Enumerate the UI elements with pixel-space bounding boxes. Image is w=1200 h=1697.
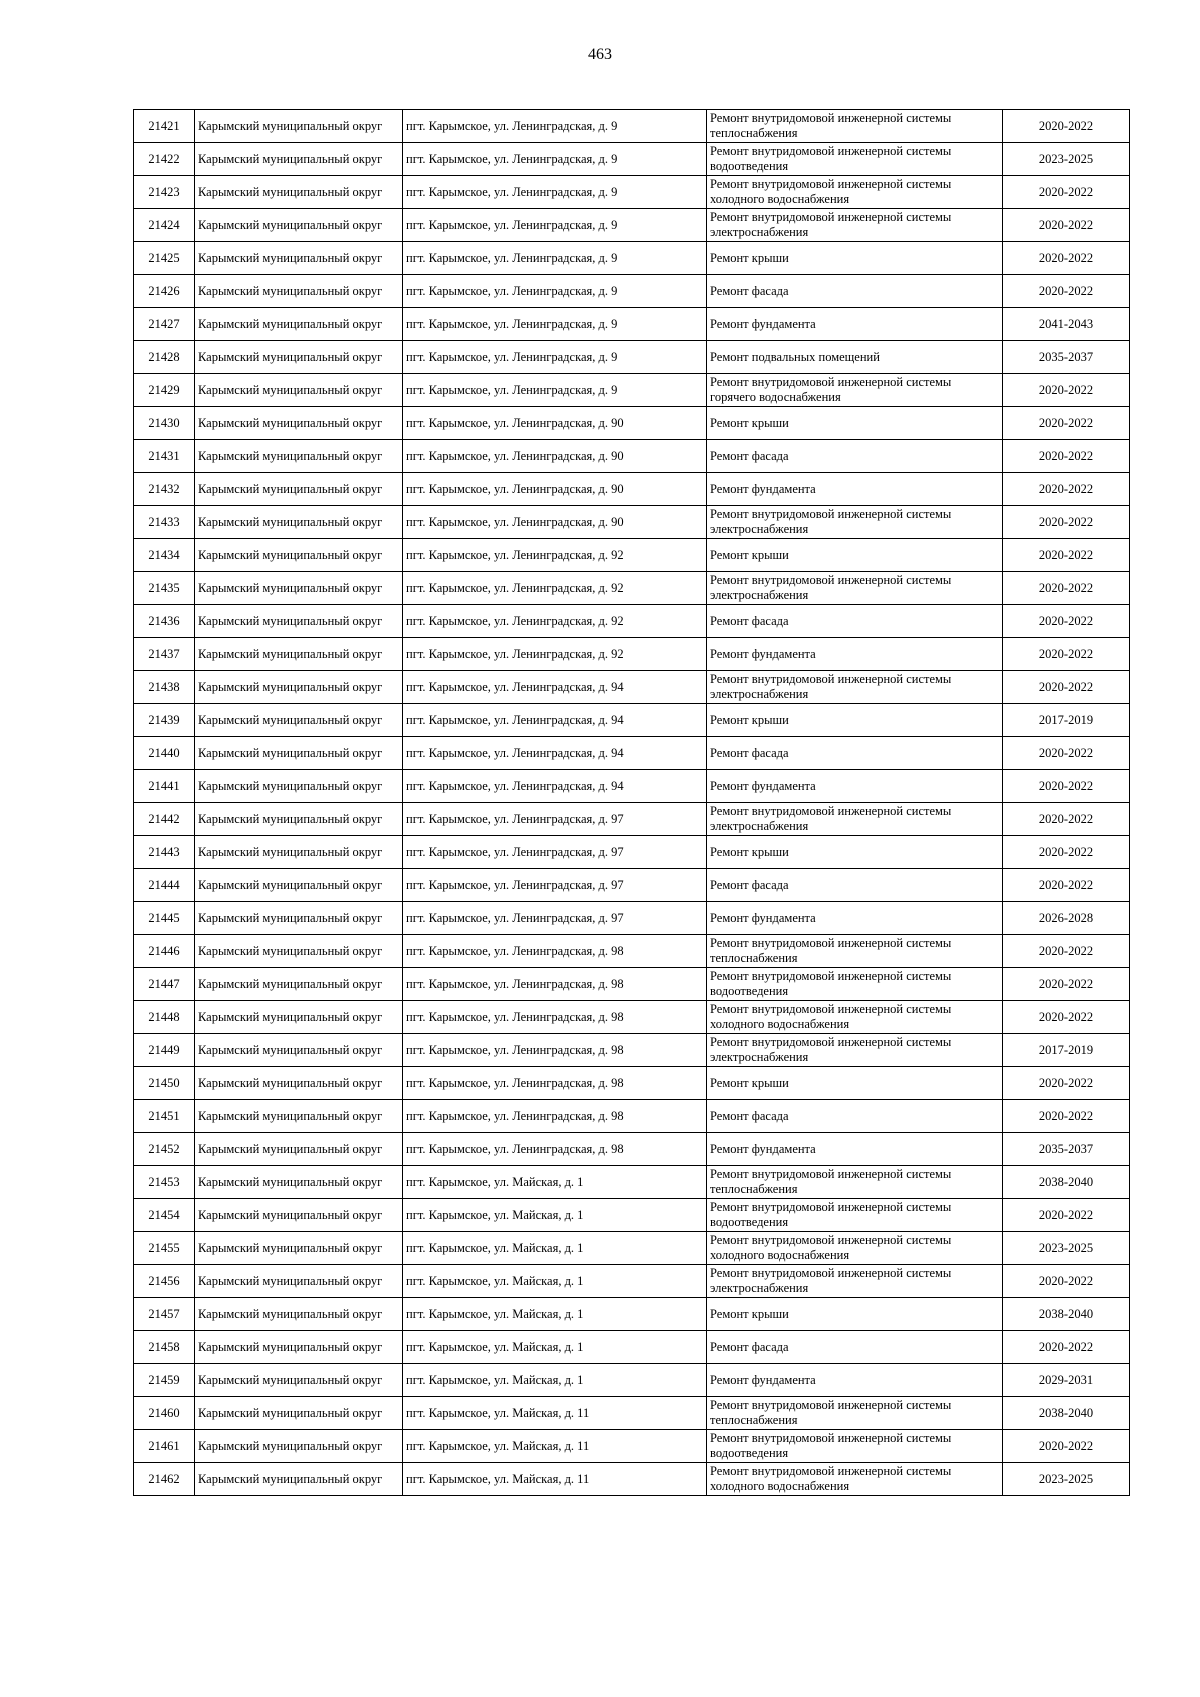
row-number-cell: 21437 <box>134 638 195 671</box>
municipality-cell: Карымский муниципальный округ <box>195 1100 403 1133</box>
row-number-cell: 21424 <box>134 209 195 242</box>
table-row <box>134 1232 1130 1265</box>
work-type-cell: Ремонт фундамента <box>707 308 1003 341</box>
municipality-cell: Карымский муниципальный округ <box>195 737 403 770</box>
table-row <box>134 803 1130 836</box>
address-cell: пгт. Карымское, ул. Ленинградская, д. 9 <box>403 341 707 374</box>
work-type-cell: Ремонт фундамента <box>707 1133 1003 1166</box>
period-cell: 2020-2022 <box>1003 1001 1130 1034</box>
work-type-cell: Ремонт фасада <box>707 440 1003 473</box>
table-row <box>134 638 1130 671</box>
row-number-cell: 21431 <box>134 440 195 473</box>
period-cell: 2023-2025 <box>1003 1232 1130 1265</box>
address-cell: пгт. Карымское, ул. Ленинградская, д. 94 <box>403 737 707 770</box>
municipality-cell: Карымский муниципальный округ <box>195 1397 403 1430</box>
municipality-cell: Карымский муниципальный округ <box>195 1232 403 1265</box>
row-number-cell: 21458 <box>134 1331 195 1364</box>
municipality-cell: Карымский муниципальный округ <box>195 1265 403 1298</box>
work-type-cell: Ремонт крыши <box>707 539 1003 572</box>
table-row <box>134 1067 1130 1100</box>
row-number-cell: 21430 <box>134 407 195 440</box>
municipality-cell: Карымский муниципальный округ <box>195 572 403 605</box>
table-body <box>134 110 1130 1496</box>
work-type-cell: Ремонт крыши <box>707 836 1003 869</box>
row-number-cell: 21429 <box>134 374 195 407</box>
address-cell: пгт. Карымское, ул. Ленинградская, д. 97 <box>403 902 707 935</box>
period-cell: 2026-2028 <box>1003 902 1130 935</box>
municipality-cell: Карымский муниципальный округ <box>195 902 403 935</box>
address-cell: пгт. Карымское, ул. Ленинградская, д. 94 <box>403 704 707 737</box>
work-type-cell: Ремонт внутридомовой инженерной системы теплоснабжения <box>707 1166 1003 1199</box>
work-type-cell: Ремонт внутридомовой инженерной системы теплоснабжения <box>707 1397 1003 1430</box>
row-number-cell: 21421 <box>134 110 195 143</box>
period-cell: 2020-2022 <box>1003 968 1130 1001</box>
municipality-cell: Карымский муниципальный округ <box>195 110 403 143</box>
municipality-cell: Карымский муниципальный округ <box>195 935 403 968</box>
table-row <box>134 1430 1130 1463</box>
municipality-cell: Карымский муниципальный округ <box>195 242 403 275</box>
period-cell: 2020-2022 <box>1003 935 1130 968</box>
period-cell: 2020-2022 <box>1003 572 1130 605</box>
period-cell: 2020-2022 <box>1003 374 1130 407</box>
table-row <box>134 1463 1130 1496</box>
address-cell: пгт. Карымское, ул. Майская, д. 1 <box>403 1166 707 1199</box>
work-type-cell: Ремонт внутридомовой инженерной системы электроснабжения <box>707 1034 1003 1067</box>
period-cell: 2020-2022 <box>1003 1067 1130 1100</box>
work-type-cell: Ремонт фундамента <box>707 902 1003 935</box>
address-cell: пгт. Карымское, ул. Ленинградская, д. 90 <box>403 440 707 473</box>
municipality-cell: Карымский муниципальный округ <box>195 407 403 440</box>
period-cell: 2020-2022 <box>1003 671 1130 704</box>
row-number-cell: 21433 <box>134 506 195 539</box>
table-row <box>134 902 1130 935</box>
municipality-cell: Карымский муниципальный округ <box>195 176 403 209</box>
row-number-cell: 21455 <box>134 1232 195 1265</box>
table-row <box>134 671 1130 704</box>
address-cell: пгт. Карымское, ул. Ленинградская, д. 98 <box>403 1001 707 1034</box>
work-type-cell: Ремонт внутридомовой инженерной системы водоотведения <box>707 1430 1003 1463</box>
row-number-cell: 21460 <box>134 1397 195 1430</box>
municipality-cell: Карымский муниципальный округ <box>195 770 403 803</box>
address-cell: пгт. Карымское, ул. Ленинградская, д. 92 <box>403 572 707 605</box>
work-type-cell: Ремонт крыши <box>707 242 1003 275</box>
municipality-cell: Карымский муниципальный округ <box>195 1034 403 1067</box>
period-cell: 2038-2040 <box>1003 1166 1130 1199</box>
row-number-cell: 21446 <box>134 935 195 968</box>
address-cell: пгт. Карымское, ул. Ленинградская, д. 98 <box>403 968 707 1001</box>
municipality-cell: Карымский муниципальный округ <box>195 1331 403 1364</box>
row-number-cell: 21428 <box>134 341 195 374</box>
address-cell: пгт. Карымское, ул. Майская, д. 1 <box>403 1364 707 1397</box>
period-cell: 2020-2022 <box>1003 605 1130 638</box>
row-number-cell: 21452 <box>134 1133 195 1166</box>
municipality-cell: Карымский муниципальный округ <box>195 1166 403 1199</box>
row-number-cell: 21444 <box>134 869 195 902</box>
work-type-cell: Ремонт внутридомовой инженерной системы водоотведения <box>707 968 1003 1001</box>
work-type-cell: Ремонт внутридомовой инженерной системы водоотведения <box>707 1199 1003 1232</box>
municipality-cell: Карымский муниципальный округ <box>195 539 403 572</box>
table-row <box>134 407 1130 440</box>
address-cell: пгт. Карымское, ул. Ленинградская, д. 90 <box>403 407 707 440</box>
table-row <box>134 308 1130 341</box>
table-row <box>134 1133 1130 1166</box>
work-type-cell: Ремонт крыши <box>707 704 1003 737</box>
table-row <box>134 1364 1130 1397</box>
table-row <box>134 506 1130 539</box>
municipality-cell: Карымский муниципальный округ <box>195 1001 403 1034</box>
row-number-cell: 21451 <box>134 1100 195 1133</box>
work-type-cell: Ремонт фундамента <box>707 1364 1003 1397</box>
period-cell: 2020-2022 <box>1003 836 1130 869</box>
table-row <box>134 242 1130 275</box>
address-cell: пгт. Карымское, ул. Ленинградская, д. 98 <box>403 1100 707 1133</box>
municipality-cell: Карымский муниципальный округ <box>195 440 403 473</box>
page-number: 463 <box>588 46 612 63</box>
table-row <box>134 1166 1130 1199</box>
row-number-cell: 21456 <box>134 1265 195 1298</box>
period-cell: 2023-2025 <box>1003 1463 1130 1496</box>
address-cell: пгт. Карымское, ул. Ленинградская, д. 98 <box>403 935 707 968</box>
row-number-cell: 21432 <box>134 473 195 506</box>
address-cell: пгт. Карымское, ул. Ленинградская, д. 92 <box>403 539 707 572</box>
work-type-cell: Ремонт внутридомовой инженерной системы электроснабжения <box>707 572 1003 605</box>
row-number-cell: 21443 <box>134 836 195 869</box>
work-type-cell: Ремонт внутридомовой инженерной системы холодного водоснабжения <box>707 176 1003 209</box>
municipality-cell: Карымский муниципальный округ <box>195 506 403 539</box>
address-cell: пгт. Карымское, ул. Майская, д. 1 <box>403 1199 707 1232</box>
address-cell: пгт. Карымское, ул. Майская, д. 1 <box>403 1331 707 1364</box>
row-number-cell: 21447 <box>134 968 195 1001</box>
municipality-cell: Карымский муниципальный округ <box>195 968 403 1001</box>
municipality-cell: Карымский муниципальный округ <box>195 209 403 242</box>
work-type-cell: Ремонт фасада <box>707 1331 1003 1364</box>
address-cell: пгт. Карымское, ул. Майская, д. 1 <box>403 1232 707 1265</box>
period-cell: 2020-2022 <box>1003 1265 1130 1298</box>
row-number-cell: 21459 <box>134 1364 195 1397</box>
period-cell: 2038-2040 <box>1003 1298 1130 1331</box>
address-cell: пгт. Карымское, ул. Ленинградская, д. 98 <box>403 1067 707 1100</box>
row-number-cell: 21439 <box>134 704 195 737</box>
work-type-cell: Ремонт внутридомовой инженерной системы холодного водоснабжения <box>707 1463 1003 1496</box>
table-row <box>134 473 1130 506</box>
capital-repair-table <box>133 109 1130 1496</box>
period-cell: 2020-2022 <box>1003 869 1130 902</box>
table-row <box>134 1265 1130 1298</box>
municipality-cell: Карымский муниципальный округ <box>195 704 403 737</box>
period-cell: 2023-2025 <box>1003 143 1130 176</box>
municipality-cell: Карымский муниципальный округ <box>195 1364 403 1397</box>
row-number-cell: 21448 <box>134 1001 195 1034</box>
work-type-cell: Ремонт внутридомовой инженерной системы горячего водоснабжения <box>707 374 1003 407</box>
period-cell: 2020-2022 <box>1003 1199 1130 1232</box>
municipality-cell: Карымский муниципальный округ <box>195 341 403 374</box>
row-number-cell: 21426 <box>134 275 195 308</box>
municipality-cell: Карымский муниципальный округ <box>195 1463 403 1496</box>
work-type-cell: Ремонт внутридомовой инженерной системы холодного водоснабжения <box>707 1001 1003 1034</box>
period-cell: 2020-2022 <box>1003 407 1130 440</box>
address-cell: пгт. Карымское, ул. Ленинградская, д. 98 <box>403 1034 707 1067</box>
period-cell: 2029-2031 <box>1003 1364 1130 1397</box>
address-cell: пгт. Карымское, ул. Майская, д. 11 <box>403 1397 707 1430</box>
row-number-cell: 21461 <box>134 1430 195 1463</box>
period-cell: 2020-2022 <box>1003 209 1130 242</box>
municipality-cell: Карымский муниципальный округ <box>195 803 403 836</box>
address-cell: пгт. Карымское, ул. Ленинградская, д. 90 <box>403 473 707 506</box>
period-cell: 2020-2022 <box>1003 638 1130 671</box>
address-cell: пгт. Карымское, ул. Майская, д. 11 <box>403 1463 707 1496</box>
period-cell: 2020-2022 <box>1003 1100 1130 1133</box>
municipality-cell: Карымский муниципальный округ <box>195 869 403 902</box>
municipality-cell: Карымский муниципальный округ <box>195 374 403 407</box>
period-cell: 2020-2022 <box>1003 242 1130 275</box>
row-number-cell: 21454 <box>134 1199 195 1232</box>
municipality-cell: Карымский муниципальный округ <box>195 308 403 341</box>
period-cell: 2035-2037 <box>1003 1133 1130 1166</box>
table-row <box>134 869 1130 902</box>
table-row <box>134 836 1130 869</box>
work-type-cell: Ремонт фасада <box>707 1100 1003 1133</box>
work-type-cell: Ремонт внутридомовой инженерной системы электроснабжения <box>707 803 1003 836</box>
period-cell: 2035-2037 <box>1003 341 1130 374</box>
address-cell: пгт. Карымское, ул. Ленинградская, д. 97 <box>403 803 707 836</box>
address-cell: пгт. Карымское, ул. Ленинградская, д. 97 <box>403 869 707 902</box>
row-number-cell: 21425 <box>134 242 195 275</box>
address-cell: пгт. Карымское, ул. Ленинградская, д. 94 <box>403 770 707 803</box>
table-row <box>134 1397 1130 1430</box>
table-row <box>134 737 1130 770</box>
row-number-cell: 21434 <box>134 539 195 572</box>
row-number-cell: 21449 <box>134 1034 195 1067</box>
municipality-cell: Карымский муниципальный округ <box>195 1067 403 1100</box>
table-row <box>134 143 1130 176</box>
work-type-cell: Ремонт внутридомовой инженерной системы теплоснабжения <box>707 935 1003 968</box>
work-type-cell: Ремонт фундамента <box>707 770 1003 803</box>
address-cell: пгт. Карымское, ул. Майская, д. 1 <box>403 1298 707 1331</box>
municipality-cell: Карымский муниципальный округ <box>195 275 403 308</box>
work-type-cell: Ремонт фундамента <box>707 638 1003 671</box>
work-type-cell: Ремонт фасада <box>707 275 1003 308</box>
period-cell: 2020-2022 <box>1003 737 1130 770</box>
municipality-cell: Карымский муниципальный округ <box>195 671 403 704</box>
table-row <box>134 770 1130 803</box>
address-cell: пгт. Карымское, ул. Ленинградская, д. 98 <box>403 1133 707 1166</box>
address-cell: пгт. Карымское, ул. Майская, д. 1 <box>403 1265 707 1298</box>
row-number-cell: 21422 <box>134 143 195 176</box>
table-row <box>134 539 1130 572</box>
table-row <box>134 1199 1130 1232</box>
address-cell: пгт. Карымское, ул. Ленинградская, д. 9 <box>403 209 707 242</box>
work-type-cell: Ремонт фасада <box>707 737 1003 770</box>
table-row <box>134 605 1130 638</box>
row-number-cell: 21462 <box>134 1463 195 1496</box>
row-number-cell: 21450 <box>134 1067 195 1100</box>
work-type-cell: Ремонт внутридомовой инженерной системы электроснабжения <box>707 1265 1003 1298</box>
table-row <box>134 209 1130 242</box>
municipality-cell: Карымский муниципальный округ <box>195 605 403 638</box>
table-row <box>134 1100 1130 1133</box>
address-cell: пгт. Карымское, ул. Майская, д. 11 <box>403 1430 707 1463</box>
address-cell: пгт. Карымское, ул. Ленинградская, д. 90 <box>403 506 707 539</box>
municipality-cell: Карымский муниципальный округ <box>195 1133 403 1166</box>
period-cell: 2020-2022 <box>1003 473 1130 506</box>
period-cell: 2020-2022 <box>1003 275 1130 308</box>
period-cell: 2017-2019 <box>1003 1034 1130 1067</box>
table-row <box>134 935 1130 968</box>
work-type-cell: Ремонт подвальных помещений <box>707 341 1003 374</box>
work-type-cell: Ремонт фундамента <box>707 473 1003 506</box>
address-cell: пгт. Карымское, ул. Ленинградская, д. 9 <box>403 143 707 176</box>
row-number-cell: 21457 <box>134 1298 195 1331</box>
address-cell: пгт. Карымское, ул. Ленинградская, д. 9 <box>403 374 707 407</box>
address-cell: пгт. Карымское, ул. Ленинградская, д. 9 <box>403 242 707 275</box>
municipality-cell: Карымский муниципальный округ <box>195 1199 403 1232</box>
row-number-cell: 21438 <box>134 671 195 704</box>
work-type-cell: Ремонт крыши <box>707 1067 1003 1100</box>
row-number-cell: 21440 <box>134 737 195 770</box>
municipality-cell: Карымский муниципальный округ <box>195 1430 403 1463</box>
work-type-cell: Ремонт фасада <box>707 869 1003 902</box>
period-cell: 2020-2022 <box>1003 770 1130 803</box>
address-cell: пгт. Карымское, ул. Ленинградская, д. 92 <box>403 605 707 638</box>
table-row <box>134 968 1130 1001</box>
municipality-cell: Карымский муниципальный округ <box>195 1298 403 1331</box>
table-row <box>134 1331 1130 1364</box>
period-cell: 2041-2043 <box>1003 308 1130 341</box>
table-row <box>134 110 1130 143</box>
work-type-cell: Ремонт крыши <box>707 1298 1003 1331</box>
table-row <box>134 704 1130 737</box>
table-row <box>134 1001 1130 1034</box>
table-row <box>134 572 1130 605</box>
row-number-cell: 21445 <box>134 902 195 935</box>
work-type-cell: Ремонт внутридомовой инженерной системы электроснабжения <box>707 506 1003 539</box>
work-type-cell: Ремонт фасада <box>707 605 1003 638</box>
municipality-cell: Карымский муниципальный округ <box>195 638 403 671</box>
table-row <box>134 1034 1130 1067</box>
municipality-cell: Карымский муниципальный округ <box>195 836 403 869</box>
table-row <box>134 1298 1130 1331</box>
address-cell: пгт. Карымское, ул. Ленинградская, д. 9 <box>403 176 707 209</box>
period-cell: 2020-2022 <box>1003 506 1130 539</box>
row-number-cell: 21435 <box>134 572 195 605</box>
municipality-cell: Карымский муниципальный округ <box>195 473 403 506</box>
work-type-cell: Ремонт внутридомовой инженерной системы электроснабжения <box>707 209 1003 242</box>
period-cell: 2017-2019 <box>1003 704 1130 737</box>
period-cell: 2020-2022 <box>1003 176 1130 209</box>
address-cell: пгт. Карымское, ул. Ленинградская, д. 9 <box>403 275 707 308</box>
work-type-cell: Ремонт внутридомовой инженерной системы электроснабжения <box>707 671 1003 704</box>
period-cell: 2038-2040 <box>1003 1397 1130 1430</box>
address-cell: пгт. Карымское, ул. Ленинградская, д. 9 <box>403 308 707 341</box>
table-row <box>134 374 1130 407</box>
address-cell: пгт. Карымское, ул. Ленинградская, д. 97 <box>403 836 707 869</box>
row-number-cell: 21453 <box>134 1166 195 1199</box>
period-cell: 2020-2022 <box>1003 440 1130 473</box>
period-cell: 2020-2022 <box>1003 110 1130 143</box>
table-row <box>134 275 1130 308</box>
address-cell: пгт. Карымское, ул. Ленинградская, д. 9 <box>403 110 707 143</box>
address-cell: пгт. Карымское, ул. Ленинградская, д. 92 <box>403 638 707 671</box>
period-cell: 2020-2022 <box>1003 1430 1130 1463</box>
table-row <box>134 341 1130 374</box>
row-number-cell: 21441 <box>134 770 195 803</box>
table-row <box>134 176 1130 209</box>
table-row <box>134 440 1130 473</box>
row-number-cell: 21423 <box>134 176 195 209</box>
period-cell: 2020-2022 <box>1003 1331 1130 1364</box>
period-cell: 2020-2022 <box>1003 803 1130 836</box>
period-cell: 2020-2022 <box>1003 539 1130 572</box>
municipality-cell: Карымский муниципальный округ <box>195 143 403 176</box>
work-type-cell: Ремонт внутридомовой инженерной системы холодного водоснабжения <box>707 1232 1003 1265</box>
work-type-cell: Ремонт внутридомовой инженерной системы водоотведения <box>707 143 1003 176</box>
work-type-cell: Ремонт крыши <box>707 407 1003 440</box>
row-number-cell: 21427 <box>134 308 195 341</box>
row-number-cell: 21436 <box>134 605 195 638</box>
row-number-cell: 21442 <box>134 803 195 836</box>
address-cell: пгт. Карымское, ул. Ленинградская, д. 94 <box>403 671 707 704</box>
work-type-cell: Ремонт внутридомовой инженерной системы теплоснабжения <box>707 110 1003 143</box>
